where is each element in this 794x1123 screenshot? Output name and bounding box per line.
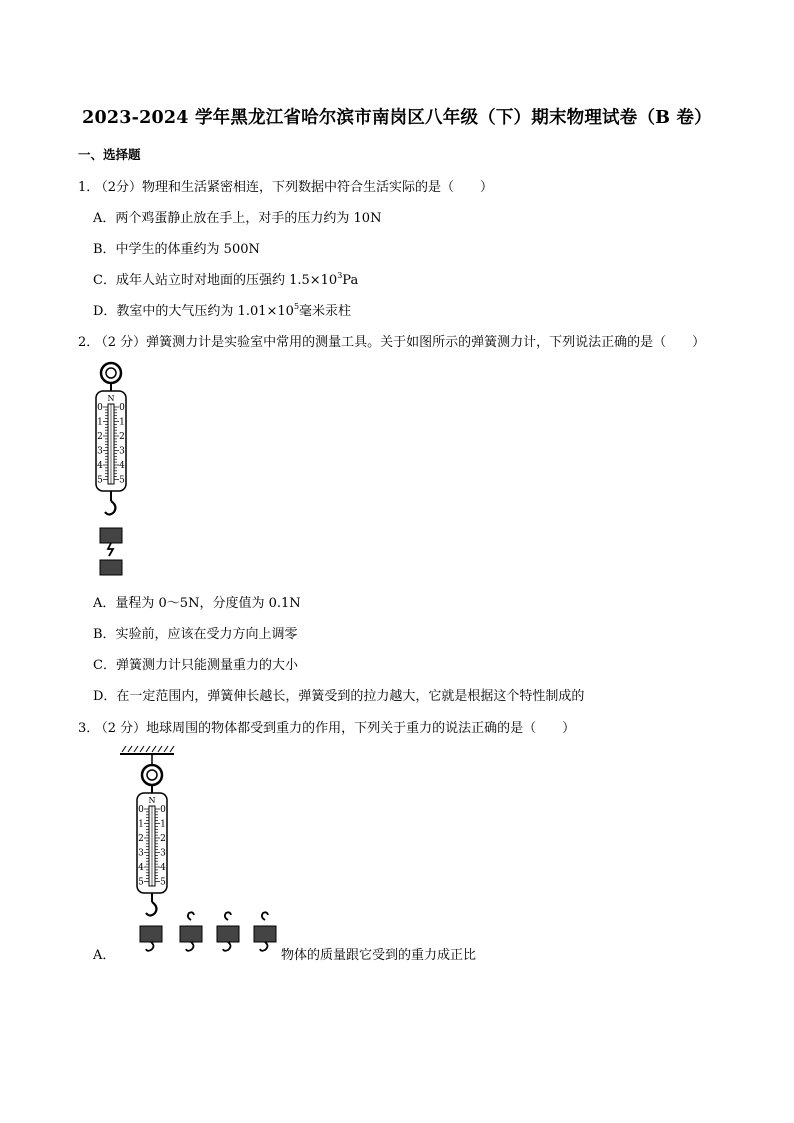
tick-label-left: 3 [97, 446, 103, 457]
weight-3 [217, 912, 239, 950]
tick-label-left: 0 [138, 805, 144, 815]
option-text: D．教室中的大气压约为 1.01×10 [93, 304, 294, 319]
tick-label-left: 2 [138, 834, 144, 844]
question-1 [78, 176, 493, 195]
tick-label-left: 1 [97, 417, 103, 428]
tick-label-right: 1 [160, 819, 166, 830]
question-2 [78, 331, 705, 350]
q2-option-a: A．量程为 0～5N，分度值为 0.1N [93, 596, 301, 611]
tick-label-right: 5 [160, 877, 166, 888]
spring-scale-weights-figure [118, 744, 288, 956]
question-stem: （2 分）弹簧测力计是实验室中常用的测量工具。关于如图所示的弹簧测力计，下列说法正确的是（ ） [101, 335, 706, 350]
q3-option-a-text: 物体的质量跟它受到的重力成正比 [281, 948, 477, 963]
q1-option-c [93, 269, 358, 288]
tick-label-right: 1 [119, 417, 125, 428]
tick-label-right: 3 [119, 446, 125, 457]
question-stem: （2 分）地球周围的物体都受到重力的作用，下列关于重力的说法正确的是（ ） [101, 721, 576, 736]
tick-label-left: 5 [138, 877, 144, 888]
tick-label-left: 4 [138, 863, 144, 873]
tick-label-left: 0 [97, 403, 103, 413]
question-number: 1． [78, 180, 100, 195]
tick-label-left: 3 [138, 848, 144, 859]
q2-option-d: D．在一定范围内，弹簧伸长越长，弹簧受到的拉力越大，它就是根据这个特性制成的 [93, 689, 585, 704]
q2-option-c: C．弹簧测力计只能测量重力的大小 [93, 658, 298, 673]
tick-label-right: 3 [160, 848, 166, 859]
exponent: 5 [293, 302, 300, 311]
tick-label-right: 5 [119, 475, 125, 486]
tick-label-left: 4 [97, 461, 103, 471]
spring-scale-figure [88, 360, 138, 580]
question-stem: （2分）物理和生活紧密相连，下列数据中符合生活实际的是（ ） [101, 180, 494, 195]
weight-1 [140, 926, 162, 951]
page-title: 2023-2024 学年黑龙江省哈尔滨市南岗区八年级（下）期末物理试卷（B 卷） [82, 108, 712, 128]
tick-label-left: 2 [97, 432, 103, 442]
tick-label-right: 0 [119, 403, 125, 413]
q3-option-a-label: A． [93, 948, 116, 963]
tick-label-left: 5 [97, 475, 103, 486]
q2-option-b: B．实验前，应该在受力方向上调零 [93, 627, 298, 642]
tick-label-right: 2 [119, 432, 125, 442]
q1-option-a: A．两个鸡蛋静止放在手上，对手的压力约为 10N [93, 211, 382, 226]
option-unit: Pa [342, 273, 359, 288]
q1-option-d [93, 300, 351, 319]
option-text: C．成年人站立时对地面的压强约 1.5×10 [93, 273, 338, 288]
tick-label-right: 0 [160, 805, 166, 815]
question-number: 3． [78, 721, 100, 736]
tick-label-left: 1 [138, 819, 144, 830]
exponent: 3 [337, 271, 343, 280]
q1-option-b: B．中学生的体重约为 500N [93, 242, 260, 257]
question-3 [78, 717, 575, 736]
tick-label-right: 2 [160, 834, 166, 844]
tick-label-right: 4 [160, 863, 166, 873]
option-unit: 毫米汞柱 [299, 304, 352, 319]
unit-label: N [107, 394, 115, 403]
question-number: 2． [78, 335, 100, 350]
section-heading: 一、选择题 [78, 147, 141, 162]
tick-label-right: 4 [119, 461, 125, 471]
weight-4 [254, 912, 276, 950]
unit-label: N [148, 796, 156, 805]
weight-2 [180, 912, 202, 950]
